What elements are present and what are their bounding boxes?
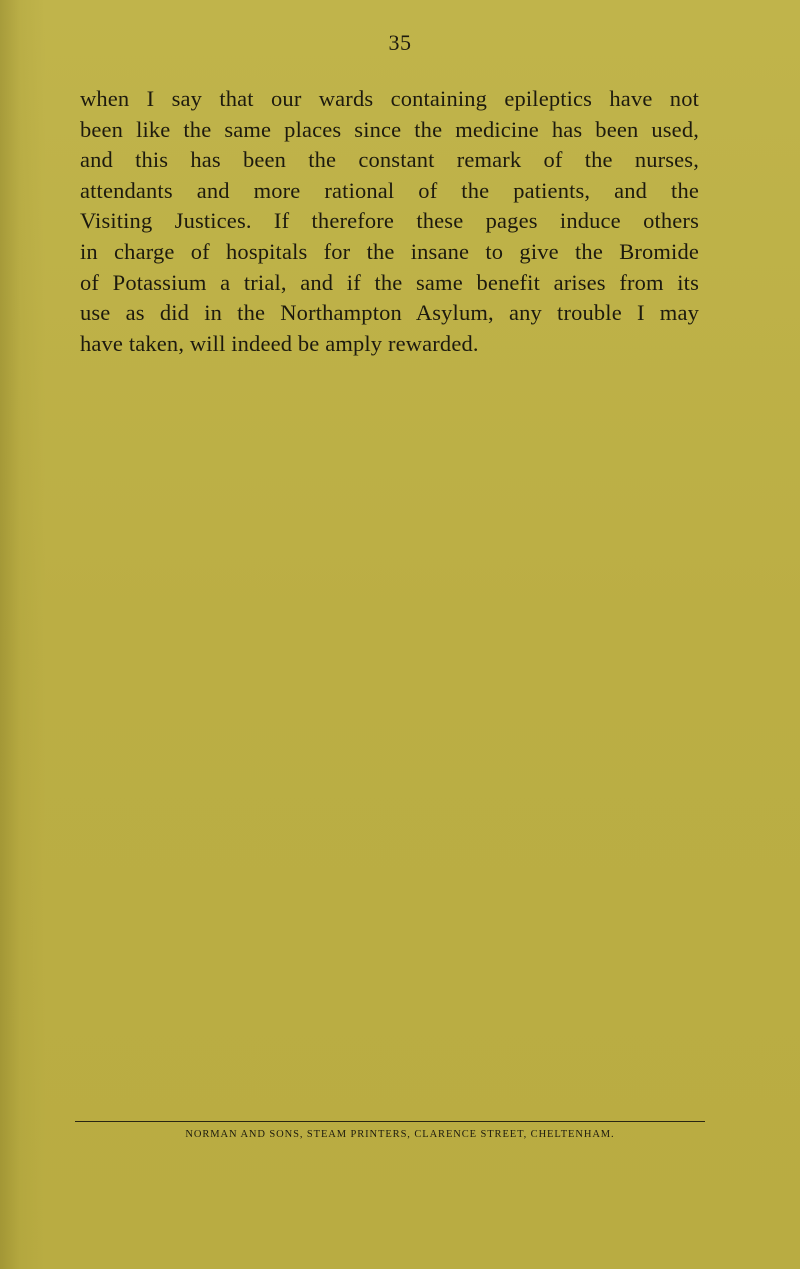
text-line: in charge of hospitals for the insane to give the Bromide [80,238,699,264]
text-line: been like the same places since the medicine has been used, [80,116,699,142]
body-paragraph [80,84,699,359]
printer-imprint: NORMAN AND SONS, STEAM PRINTERS, CLARENCE STREET, CHELTENHAM. [185,1129,615,1140]
text-line: have taken, will indeed be amply rewarded. [80,330,479,356]
text-line: when I say that our wards containing epileptics have not [80,86,699,111]
text-line: Visiting Justices. If therefore these pages induce others [80,208,699,234]
page-number: 35 [388,30,412,55]
footer-rule [75,1121,705,1122]
text-line: and this has been the constant remark of the nurses, [80,147,699,173]
text-line: use as did in the Northampton Asylum, any trouble I may [80,300,699,326]
text-line: of Potassium a trial, and if the same benefit arises from its [80,269,699,295]
text-line: attendants and more rational of the patients, and the [80,177,699,203]
